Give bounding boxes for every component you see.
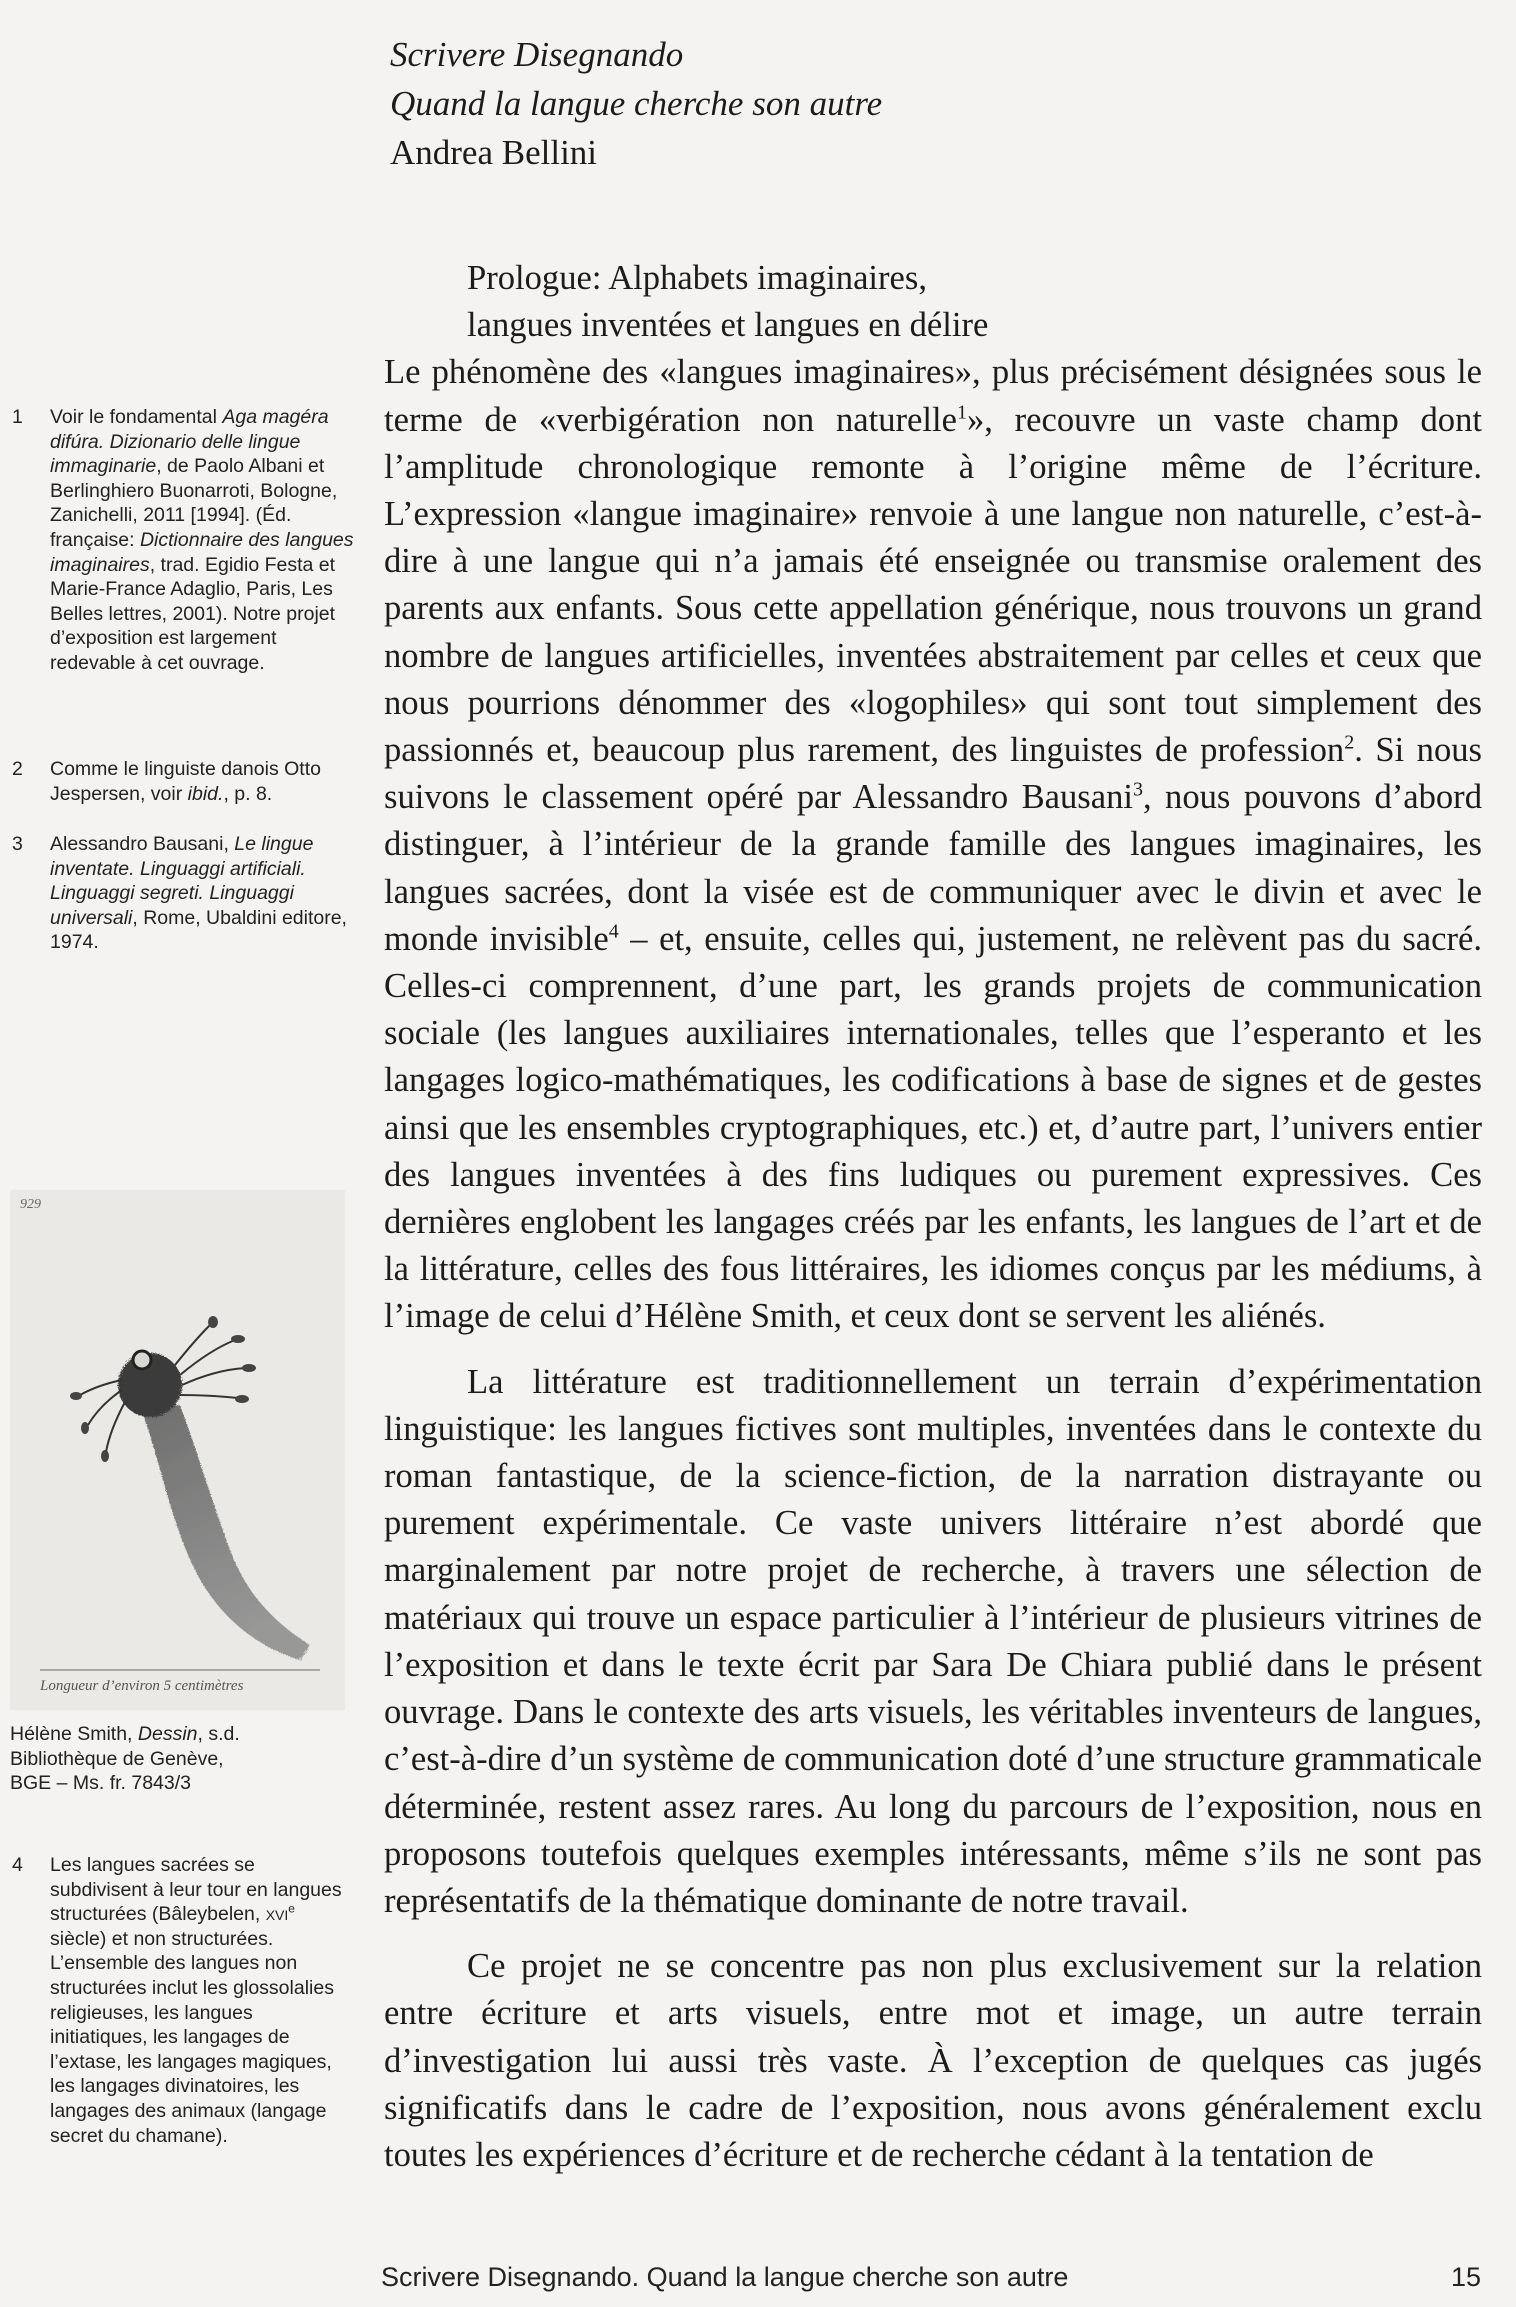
caption-artist: Hélène Smith, bbox=[10, 1723, 138, 1745]
footnote-text-part: Les langues sacrées se subdivisent à leur tour en langues structurées (Bâleybelen, bbox=[50, 1854, 342, 1926]
footnote-text bbox=[50, 757, 355, 806]
footnote-title-italic: Le lingue inventate. Linguaggi artificiali. Linguaggi segreti. Linguaggi universali bbox=[50, 833, 314, 929]
series-title: Scrivere Disegnando bbox=[390, 35, 684, 74]
footnote-text-part: Alessandro Bausani, bbox=[50, 833, 235, 855]
footnote-number: 2 bbox=[12, 758, 23, 780]
main-text bbox=[384, 255, 1482, 2179]
footnote-text-part: , de Paolo Albani et Berlinghiero Buonarroti, Bologne, Zanichelli, 2011 [1994]. (Éd. française: bbox=[50, 455, 338, 551]
footnote-title-italic: Dictionnaire des langues imaginaires bbox=[50, 528, 354, 576]
article-header bbox=[390, 30, 1390, 177]
footnote-number: 4 bbox=[12, 1854, 23, 1876]
page-footer bbox=[381, 2261, 1481, 2293]
century-suffix: e bbox=[288, 1901, 295, 1916]
helene-smith-drawing bbox=[10, 1190, 345, 1710]
paragraph-text: Le phénomène des «langues imaginaires», plus précisément désignées sous le terme de «verbigération non naturelle bbox=[384, 353, 1482, 439]
figure-inscription: Longueur d’environ 5 centimètres bbox=[40, 1678, 244, 1694]
caption-line-1 bbox=[10, 1722, 340, 1747]
footnote-ref: 1 bbox=[956, 401, 967, 424]
paragraph-text: , nous pouvons d’abord distinguer, à l’intérieur de la grande famille des langues imaginaires, les langues sacrées, dont la visée est de communiquer avec le divin et avec le monde invisible bbox=[384, 778, 1482, 958]
footnote-text bbox=[50, 832, 355, 955]
caption-line-2: Bibliothèque de Genève, bbox=[10, 1747, 224, 1770]
paragraph-text: . Si nous suivons le classement opéré par Alessandro Bausani bbox=[384, 731, 1482, 817]
prologue-line-2: langues inventées et langues en délire bbox=[467, 306, 989, 345]
prologue-heading bbox=[467, 255, 1482, 349]
paragraph-2: La littérature est traditionnellement un terrain d’expérimentation linguistique: les langues fictives sont multiples, inventées dans le contexte du roman fantastique, de la science-fiction, de la narration distrayante ou purement expérimentale. Ce vaste univers littéraire n’est abordé que marginalement par notre projet de recherche, à travers une sélection de matériaux qui trouve un espace particulier à l’intérieur de plusieurs vitrines de l’exposition et dans le texte écrit par Sara De Chiara publié dans le présent ouvrage. Dans le contexte des arts visuels, les véritables inventeurs de langues, c’est-à-dire d’un système de communication doté d’une structure grammaticale déterminée, restent assez rares. Au long du parcours de l’exposition, nous en proposons toutefois quelques exemples intéressants, même s’ils ne sont pas représentatifs de la thématique dominante de notre travail. bbox=[384, 1362, 1482, 1920]
page-number: 15 bbox=[1450, 2262, 1481, 2292]
author-name: Andrea Bellini bbox=[390, 133, 598, 172]
paragraph-1 bbox=[384, 349, 1482, 1340]
caption-line-3: BGE – Ms. fr. 7843/3 bbox=[10, 1772, 192, 1795]
paragraph-3: Ce projet ne se concentre pas non plus exclusivement sur la relation entre écriture et arts visuels, entre mot et image, un autre terrain d’investigation lui aussi très vaste. À l’exception de quelques cas jugés significatifs dans le cadre de l’exposition, nous avons généralement exclu toutes les expériences d’écriture et de recherche cédant à la tentation de bbox=[384, 1947, 1482, 2174]
footnote-text-part: , Rome, Ubaldini editore, 1974. bbox=[50, 906, 347, 954]
footnote-text-part: Voir le fondamental bbox=[50, 406, 223, 428]
footnote-title-italic: Aga magéra difúra. Dizionario delle lingue immaginarie bbox=[50, 406, 329, 478]
caption-work-title: Dessin bbox=[137, 1723, 198, 1745]
figure-corner-mark: 929 bbox=[20, 1197, 41, 1212]
footnote-text-part: , trad. Egidio Festa et Marie-France Adaglio, Paris, Les Belles lettres, 2001). Notre projet d’exposition est largement redevable à cet ouvrage. bbox=[50, 553, 336, 674]
figure-caption bbox=[10, 1722, 340, 1796]
figure-drawing bbox=[10, 1190, 345, 1710]
footnote-ref: 3 bbox=[1132, 778, 1143, 801]
drawing-eye-shape bbox=[133, 1351, 151, 1369]
caption-date: , s.d. bbox=[197, 1723, 240, 1745]
paragraph-text: », recouvre un vaste champ dont l’amplitude chronologique remonte à l’origine même de l’écriture. L’expression «langue imaginaire» renvoie à une langue non naturelle, c’est-à-dire à une langue qui n’a jamais été enseignée ou transmise oralement des parents aux enfants. Sous cette appellation générique, nous trouvons un grand nombre de langues artificielles, inventées abstraitement par celles et ceux que nous pourrions dénommer des «logophiles» qui sont tout simplement des passionnés et, beaucoup plus rarement, des linguistes de profession bbox=[384, 400, 1482, 770]
footnote-ref: 2 bbox=[1344, 731, 1355, 754]
paragraph-text: – et, ensuite, celles qui, justement, ne relèvent pas du sacré. Celles-ci comprennent, d’une part, les grands projets de communication sociale (les langues auxiliaires internationales, telles que l’esperanto et les langages logico-mathématiques, les codifications à base de signes et de gestes ainsi que les ensembles cryptographiques, etc.) et, d’autre part, l’univers entier des langues inventées à des fins ludiques ou purement expressives. Ces dernières englobent les langages créés par les enfants, les langues de l’art et de la littérature, celles des fous littéraires, les idiomes conçus par les médiums, à l’image de celui d’Hélène Smith, et ceux dont se servent les aliénés. bbox=[384, 919, 1483, 1336]
footnote-text-part: , p. 8. bbox=[223, 782, 273, 805]
footnote-number: 1 bbox=[12, 406, 23, 428]
footnote-number: 3 bbox=[12, 833, 23, 855]
article-title: Quand la langue cherche son autre bbox=[390, 84, 883, 123]
prologue-line-1: Prologue: Alphabets imaginaires, bbox=[467, 259, 927, 297]
footnote-text bbox=[50, 405, 355, 676]
running-title: Scrivere Disegnando. Quand la langue cherche son autre bbox=[381, 2262, 1069, 2292]
century-numeral: xvi bbox=[265, 1903, 289, 1926]
footnote-text-part: siècle) et non structurées. L’ensemble des langues non structurées inclut les glossolalies religieuses, les langues initiatiques, les langages de l’extase, les langages magiques, les langages divinatoires, les langages des animaux (langage secret du chamane). bbox=[50, 1927, 334, 2147]
footnote-ref: 4 bbox=[608, 920, 619, 943]
footnote-text-part: Comme le linguiste danois Otto Jespersen, voir bbox=[50, 758, 321, 805]
footnote-text bbox=[50, 1853, 355, 2148]
footnote-title-italic: ibid. bbox=[187, 782, 224, 805]
